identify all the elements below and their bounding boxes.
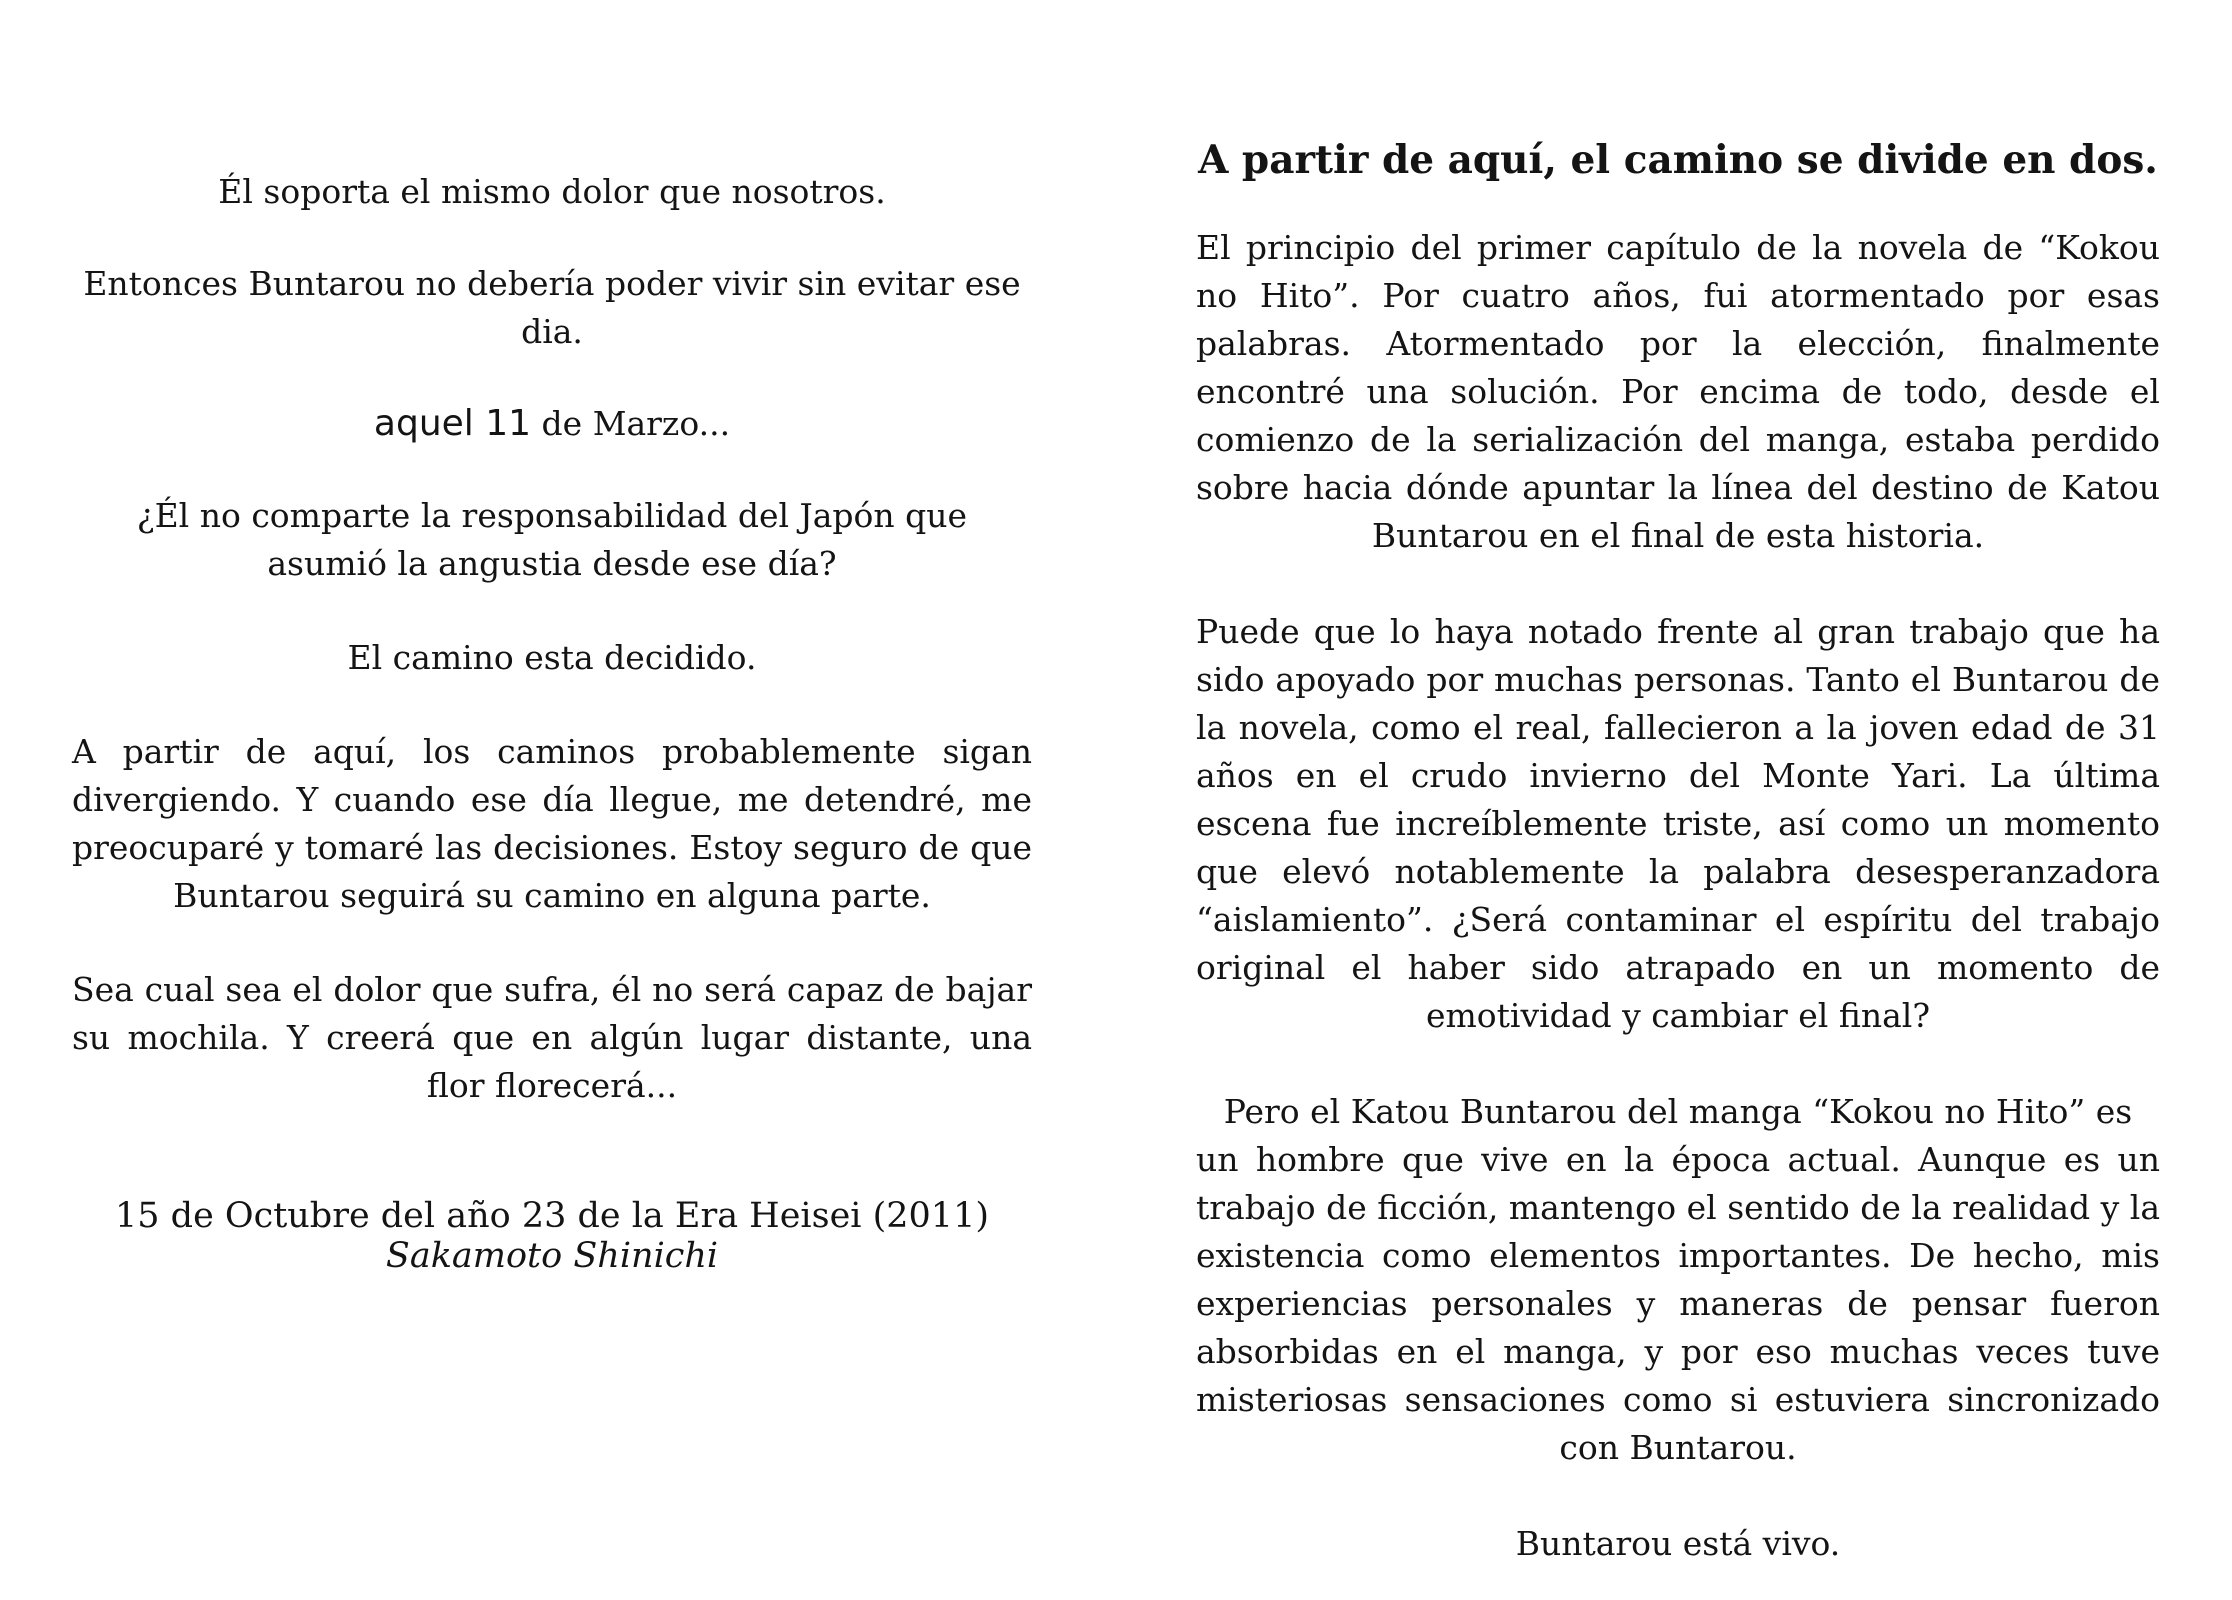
- right-paragraph-2: Puede que lo haya notado frente al gran trabajo que ha sido apoyado por muchas personas. Tanto el Buntarou de la novela, como el real, fallecieron a la joven edad de 31 años en el crudo invierno del Monte Yari. La última escena fue increíblemente triste, así como un momento que elevó notablemente la palabra desesperanzadora “aislamiento”. ¿Será contaminar el espíritu del trabajo original el haber sido atrapado en un momento de emotividad y cambiar el final?: [1196, 612, 2160, 1035]
- left-date-rest: de Marzo...: [531, 404, 731, 443]
- left-paragraph-4: ¿Él no comparte la responsabilidad del Japón que asumió la angustia desde ese día?: [136, 496, 968, 583]
- right-page-title: A partir de aquí, el camino se divide en dos.: [1198, 137, 2158, 183]
- left-date-paragraph: [72, 400, 1032, 448]
- right-paragraph-3-rest: un hombre que vive en la época actual. Aunque es un trabajo de ficción, mantengo el sentido de la realidad y la existencia como elementos importantes. De hecho, mis experiencias personales y maneras de pensar fueron absorbidas en el manga, y por eso muchas veces tuve misteriosas sensaciones como si estuviera sincronizado con Buntarou.: [1196, 1140, 2160, 1467]
- signature-block: [72, 1196, 1032, 1276]
- right-paragraph-4: Buntarou está vivo.: [1515, 1524, 1841, 1563]
- left-paragraph-1: Él soporta el mismo dolor que nosotros.: [218, 172, 886, 211]
- right-paragraph-3: [1196, 1088, 2160, 1472]
- left-paragraph-2: Entonces Buntarou no debería poder vivir sin evitar ese dia.: [83, 264, 1021, 351]
- left-paragraph-6: A partir de aquí, los caminos probablemente sigan divergiendo. Y cuando ese día llegue, me detendré, me preocuparé y tomaré las decisiones. Estoy seguro de que Buntarou seguirá su camino en alguna parte.: [72, 732, 1032, 915]
- right-page: [1196, 134, 2160, 1568]
- left-paragraph-5: El camino esta decidido.: [347, 638, 757, 677]
- left-paragraph-7: Sea cual sea el dolor que sufra, él no será capaz de bajar su mochila. Y creerá que en algún lugar distante, una flor florecerá...: [72, 970, 1032, 1105]
- signature-date: 15 de Octubre del año 23 de la Era Heisei (2011): [115, 1196, 989, 1236]
- right-paragraph-3-first-line: Pero el Katou Buntarou del manga “Kokou no Hito” es: [1223, 1092, 2133, 1131]
- left-date-emphasis: aquel 11: [373, 403, 532, 444]
- signature-name: Sakamoto Shinichi: [385, 1236, 719, 1276]
- left-page: [72, 168, 1032, 1276]
- right-paragraph-1: El principio del primer capítulo de la novela de “Kokou no Hito”. Por cuatro años, fui atormentado por esas palabras. Atormentado por la elección, finalmente encontré una solución. Por encima de todo, desde el comienzo de la serialización del manga, estaba perdido sobre hacia dónde apuntar la línea del destino de Katou Buntarou en el final de esta historia.: [1196, 228, 2160, 555]
